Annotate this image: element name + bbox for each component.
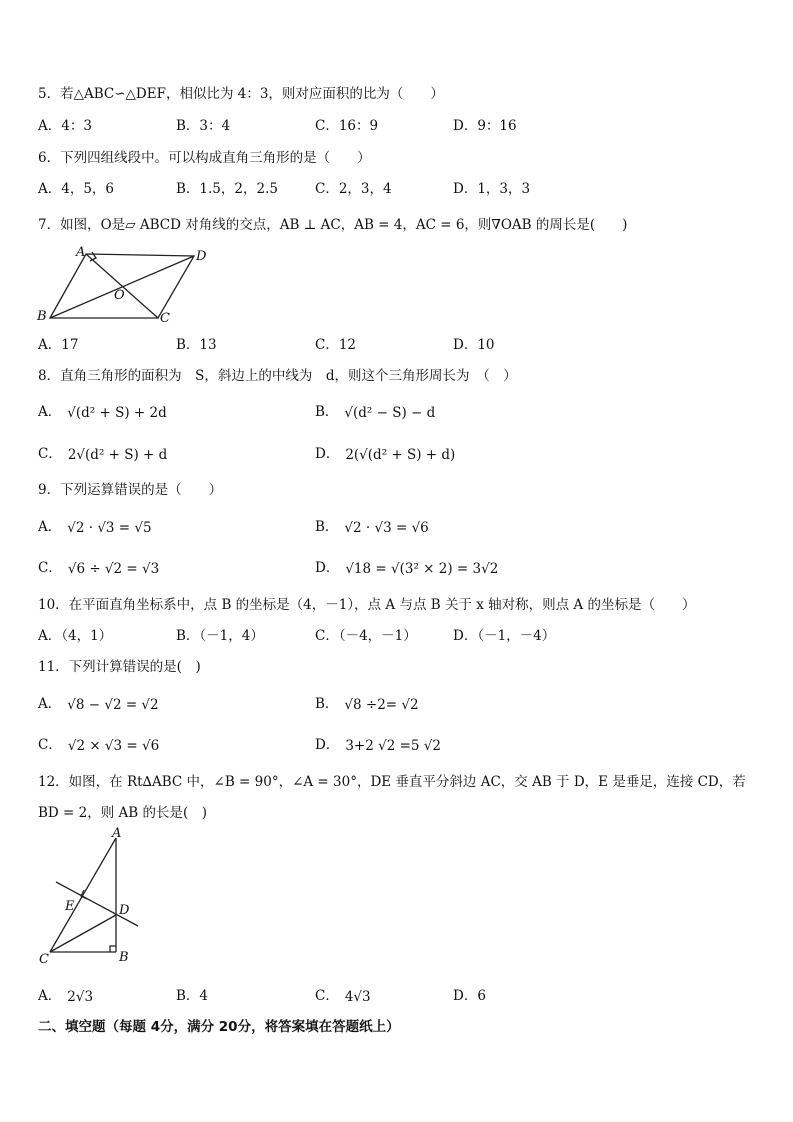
option-c: C．2，3，4	[315, 181, 392, 197]
option-b: B．（－1，4）	[176, 628, 264, 644]
option-a: A． √8 − √2 = √2	[38, 696, 159, 713]
option-b: B． √2 · √3 = √6	[315, 519, 429, 536]
option-d: D．10	[453, 337, 495, 353]
question-9-options-row1	[38, 515, 758, 537]
formula-d: 3+2 √2 =5 √2	[345, 737, 441, 754]
question-6-stem: 6．下列四组线段中。可以构成直角三角形的是（ ）	[38, 150, 371, 166]
option-a: A．（4，1）	[38, 628, 113, 644]
formula-c: 4√3	[344, 988, 371, 1005]
formula-c: √6 ÷ √2 = √3	[67, 560, 160, 577]
label-a: A	[112, 826, 122, 841]
label-b: B	[119, 950, 129, 965]
option-c: C． 4√3	[315, 988, 371, 1005]
question-6-options	[38, 177, 758, 199]
label-e: E	[65, 899, 75, 914]
option-b: B．13	[176, 337, 217, 353]
option-d: D． 3+2 √2 =5 √2	[315, 737, 441, 754]
question-5-options	[38, 114, 758, 136]
label-a: A	[76, 245, 86, 260]
option-b: B．4	[176, 988, 209, 1004]
label-o: O	[114, 288, 125, 303]
question-11-stem: 11．下列计算错误的是( )	[38, 659, 201, 675]
option-a: A．4：3	[38, 118, 92, 134]
option-a: A． √(d² + S) + 2d	[38, 404, 167, 421]
formula-a: √8 − √2 = √2	[67, 696, 159, 713]
option-d: D．1，3，3	[453, 181, 531, 197]
formula-a: √(d² + S) + 2d	[67, 404, 167, 421]
question-9-options-row2	[38, 556, 758, 578]
option-a: A． √2 · √3 = √5	[38, 519, 152, 536]
question-12-stem-continued: BD = 2，则 AB 的长是( )	[38, 805, 208, 821]
option-a: A．17	[38, 337, 79, 353]
formula-c: 2√(d² + S) + d	[67, 446, 168, 463]
option-d: D．9：16	[453, 118, 517, 134]
question-11-options-row1	[38, 692, 758, 714]
formula-d: √18 = √(3² × 2) = 3√2	[345, 560, 499, 577]
option-b: B． √(d² − S) − d	[315, 404, 436, 421]
formula-a: 2√3	[67, 988, 94, 1005]
label-c: C	[39, 952, 49, 967]
triangle-figure	[34, 826, 149, 968]
question-12-options	[38, 984, 758, 1006]
formula-b: √(d² − S) − d	[344, 404, 436, 421]
label-d: D	[196, 249, 207, 264]
option-d: D． 2(√(d² + S) + d)	[315, 446, 456, 463]
option-d: D． √18 = √(3² × 2) = 3√2	[315, 560, 499, 577]
option-c: C．（－4，－1）	[315, 628, 417, 644]
label-c: C	[160, 311, 170, 326]
question-12-stem: 12．如图，在 Rt∆ABC 中，∠B = 90°，∠A = 30°，DE 垂直平分斜边 AC，交 AB 于 D，E 是垂足，连接 CD，若	[38, 774, 746, 790]
formula-b: √8 ÷2= √2	[344, 696, 419, 713]
parallelogram-figure	[34, 244, 214, 328]
option-c: C．12	[315, 337, 357, 353]
question-10-options	[38, 624, 758, 646]
formula-a: √2 · √3 = √5	[67, 519, 152, 536]
question-7-options	[38, 333, 758, 355]
option-c: C． √6 ÷ √2 = √3	[38, 560, 160, 577]
option-c: C． 2√(d² + S) + d	[38, 446, 168, 463]
option-a: A．4，5，6	[38, 181, 115, 197]
option-c: C．16：9	[315, 118, 379, 134]
question-8-options-row2	[38, 442, 758, 464]
label-d: D	[119, 903, 130, 918]
question-5-stem: 5．若△ABC∽△DEF，相似比为 4：3，则对应面积的比为（ ）	[38, 86, 444, 102]
option-d: D．6	[453, 988, 486, 1004]
option-b: B．1.5，2，2.5	[176, 181, 278, 197]
formula-b: √2 · √3 = √6	[344, 519, 429, 536]
question-7-stem: 7．如图，O是▱ ABCD 对角线的交点，AB ⊥ AC，AB = 4，AC = 6，则∇OAB 的周长是( )	[38, 217, 628, 233]
option-b: B． √8 ÷2= √2	[315, 696, 419, 713]
option-a: A． 2√3	[38, 988, 94, 1005]
question-8-stem: 8．直角三角形的面积为 S，斜边上的中线为 d，则这个三角形周长为 （ ）	[38, 368, 517, 384]
option-c: C． √2 × √3 = √6	[38, 737, 160, 754]
question-8-options-row1	[38, 400, 758, 422]
option-d: D．（－1，－4）	[453, 628, 556, 644]
question-11-options-row2	[38, 733, 758, 755]
label-b: B	[37, 309, 47, 324]
section-heading: 二、填空题（每题 4分，满分 20分，将答案填在答题纸上）	[38, 1019, 400, 1035]
formula-d: 2(√(d² + S) + d)	[345, 446, 456, 463]
question-10-stem: 10．在平面直角坐标系中，点 B 的坐标是（4，－1），点 A 与点 B 关于 x 轴对称，则点 A 的坐标是（ ）	[38, 597, 696, 613]
question-9-stem: 9．下列运算错误的是（ ）	[38, 482, 223, 498]
formula-c: √2 × √3 = √6	[67, 737, 160, 754]
option-b: B．3：4	[176, 118, 231, 134]
